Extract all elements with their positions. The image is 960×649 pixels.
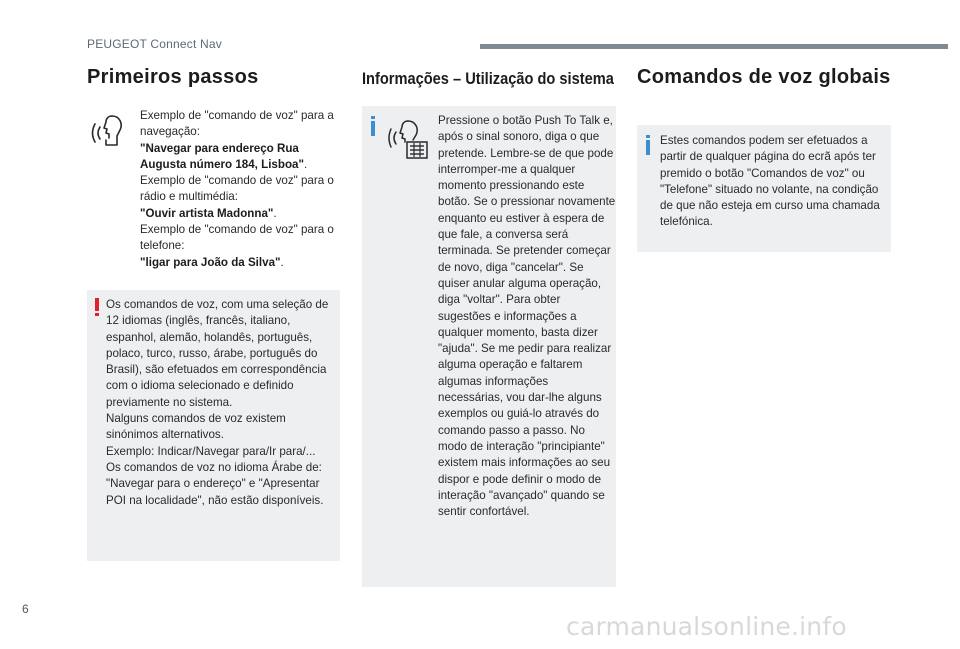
watermark-logo: carmanualsonline.info <box>566 612 847 641</box>
example-navigation: Exemplo de "comando de voz" para a navegação: "Navegar para endereço Rua Augusta número 184, Lisboa". <box>140 109 334 171</box>
header-rule <box>480 44 948 49</box>
info-icon <box>371 116 375 136</box>
info-box-system <box>362 106 616 587</box>
warning-box <box>87 290 340 561</box>
info-box-global <box>637 125 891 252</box>
example-phone: Exemplo de "comando de voz" para o telefone: "ligar para João da Silva". <box>140 223 334 269</box>
voice-examples <box>140 108 340 271</box>
warning-text: Os comandos de voz, com uma seleção de 12 idiomas (inglês, francês, italiano, espanhol, alemão, holandês, português, polaco, turco, russo, árabe, português do Brasil), são efetuados em correspondência com o idioma selecionado e definido previamente no sistema. Nalguns comandos de voz existem sinónimos alternativos. Exemplo: Indicar/Navegar para/Ir para/... Os comandos de voz no idioma Árabe de: "Navegar para o endereço" e "Apresentar POI na localidade", não estão disponíveis. <box>106 298 329 507</box>
section-title-informacoes: Informações – Utilização do sistema <box>362 69 614 88</box>
push-to-talk-icon <box>388 118 430 160</box>
warning-icon <box>95 298 99 316</box>
example-media: Exemplo de "comando de voz" para o rádio e multimédia: "Ouvir artista Madonna". <box>140 174 334 220</box>
header-brand: PEUGEOT Connect Nav <box>87 37 222 51</box>
voice-command-icon <box>90 112 130 152</box>
info-text-system: Pressione o botão Push To Talk e, após o sinal sonoro, diga o que pretende. Lembre-se de que pode interromper-me a qualquer momento pressionando este botão. Se o pressionar novamente enquanto eu estiver à espera de que fale, a conversa será terminada. Se pretender começar de novo, diga "cancelar". Se quiser anular alguma operação, diga "voltar". Para obter sugestões e informações a qualquer momento, basta dizer "ajuda". Se me pedir para realizar alguma operação e faltarem algumas informações necessárias, vou dar-lhe alguns exemplos ou guiá-lo através do comando passo a passo. No modo de interação "principiante" existem mais informações ao seu dispor e pode definir o modo de interação "avançado" quando se sentir confortável. <box>438 114 616 519</box>
info-icon <box>646 135 650 155</box>
section-title-comandos-globais: Comandos de voz globais <box>637 66 891 88</box>
page-number: 6 <box>22 602 29 616</box>
section-title-primeiros-passos: Primeiros passos <box>87 66 259 88</box>
info-text-global: Estes comandos podem ser efetuados a partir de qualquer página do ecrã após ter premido o botão "Comandos de voz" ou "Telefone" situado no volante, na condição de que não esteja em curso uma chamada telefónica. <box>660 134 880 229</box>
